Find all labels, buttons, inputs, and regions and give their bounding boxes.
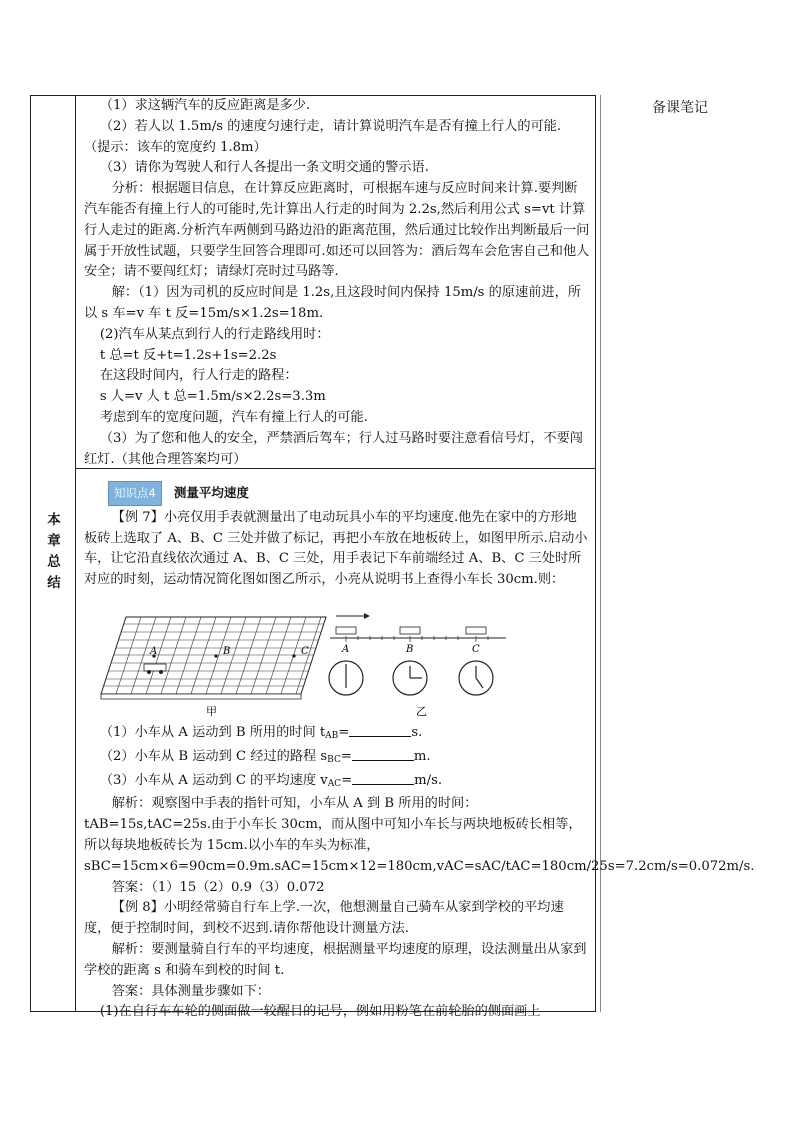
floor-tiles-figure bbox=[101, 617, 326, 699]
question-2: （2）若人以 1.5m/s 的速度匀速行走，请计算说明汽车是否有撞上行人的可能. bbox=[99, 118, 562, 134]
analysis-paragraph: 分析：根据题目信息，在计算反应距离时，可根据车速与反应时间来计算.要判断汽车能否有撞上行人的可能时,先计算出人行走的时间为 2.2s,然后利用公式 s=vt 计算行人走过的距离.分析汽车两侧到马路边沿的距离范围，然后通过比较作出判断最后一问属于开放性试题，只要学生回答合理即可.如还可以回答为：酒后驾车会危害自己和他人安全；请不要闯红灯；请绿灯亮时过马路等. bbox=[84, 181, 590, 280]
example-7-q2: （2）小车从 B 运动到 C 经过的路程 $s_{BC}= m$. bbox=[99, 748, 431, 765]
table-divider-vertical bbox=[75, 95, 76, 1012]
side-label-char: 结 bbox=[47, 575, 61, 591]
side-label-char: 本 bbox=[47, 512, 61, 528]
point-c-label: C bbox=[301, 646, 309, 657]
solution-2-conclusion: 考虑到车的宽度问题，汽车有撞上行人的可能. bbox=[99, 409, 368, 425]
example-7-intro: 【例 7】小亮仅用手表就测量出了电动玩具小车的平均速度.他先在家中的方形地板砖上选取了 A、B、C 三处并做了标记，再把小车放在地板砖上，如图甲所示.启动小车，让它沿直线依次通过 A、B、C 三处，用手表记下车前端经过 A、B、C 三处时所对应的时刻，运动情况简化图如图乙所示，小亮从说明书上查得小车长 30cm.则： bbox=[84, 509, 588, 588]
solution-3: （3）为了您和他人的安全，严禁酒后驾车；行人过马路时要注意看信号灯，不要闯红灯.（其他合理答案均可） bbox=[84, 430, 583, 467]
solution-2-text: 在这段时间内，行人行走的路程： bbox=[99, 368, 298, 384]
section-title: 测量平均速度 bbox=[173, 485, 249, 500]
example-8-analysis: 解析：要测量骑自行车的平均速度，根据测量平均速度的原理，设法测量出从家到学校的距离 s 和骑车到校的时间 t. bbox=[84, 941, 587, 978]
section-heading bbox=[84, 481, 590, 506]
example-7-q3: （3）小车从 A 运动到 C 的平均速度 $v_{AC}= m/s$. bbox=[99, 772, 443, 789]
example-8-answer: 答案：具体测量步骤如下： bbox=[111, 983, 270, 999]
question-1: （1）求这辆汽车的反应距离是多少. bbox=[99, 98, 311, 113]
side-label-char: 章 bbox=[47, 533, 61, 549]
chapter-summary-label bbox=[44, 510, 64, 594]
clock-c-icon bbox=[459, 661, 493, 695]
answer-blank-1[interactable] bbox=[349, 724, 411, 737]
example-8-intro: 【例 8】小明经常骑自行车上学.一次，他想测量自己骑车从家到学校的平均速度，便于控制时间，到校不迟到.请你帮他设计测量方法. bbox=[84, 900, 564, 937]
example-7-answer: 答案：（1）15（2）0.9（3）0.072 bbox=[111, 879, 325, 895]
answer-blank-3[interactable] bbox=[352, 772, 414, 785]
clock-b-icon bbox=[393, 661, 427, 695]
example-7-analysis: 解析：观察图中手表的指针可知，小车从 A 到 B 所用的时间：tAB=15s,tAC=25s.由于小车长 30cm，而从图中可知小车长与两块地板砖长相等，所以每块地板砖长为 15cm.以小车的车头为标准，sBC=15cm×6=90cm=0.9m.sAC=15cm×12=180cm,vAC=sAC/tAC=180cm/25s=7.2cm/s=0.072m/s. bbox=[84, 796, 755, 874]
knowledge-point-tag: 知识点4 bbox=[108, 481, 162, 506]
timeline-a-label: A bbox=[342, 644, 350, 655]
notes-header: 备课笔记 bbox=[652, 100, 708, 116]
lower-cell-text bbox=[84, 481, 590, 591]
clock-a-icon bbox=[329, 661, 363, 695]
point-b-label: B bbox=[223, 646, 231, 657]
timeline-b-label: B bbox=[406, 644, 414, 655]
question-3: （3）请你为驾驶人和行人各提出一条文明交通的警示语. bbox=[99, 160, 429, 176]
side-label-char: 总 bbox=[47, 554, 61, 570]
timeline-figure bbox=[329, 613, 506, 695]
example-7-questions bbox=[84, 723, 755, 1023]
solution-1: 解：（1）因为司机的反应时间是 1.2s,且这段时间内保持 15m/s 的原速前进，所以 s 车=v 车 t 反=15m/s×1.2s=18m. bbox=[84, 285, 581, 321]
answer-blank-2[interactable] bbox=[352, 748, 414, 761]
solution-2-distance: s 人=v 人 t 总=1.5m/s×2.2s=3.3m bbox=[99, 389, 326, 405]
motion-figure bbox=[96, 612, 506, 720]
point-a-label: A bbox=[150, 646, 158, 657]
figure-yi-label: 乙 bbox=[416, 705, 427, 718]
solution-2: (2)汽车从某点到行人的行走路线用时： bbox=[99, 326, 330, 342]
notes-column-border bbox=[600, 95, 601, 1012]
figure-jia-label: 甲 bbox=[206, 705, 217, 718]
solution-2-formula: t 总=t 反+t=1.2s+1s=2.2s bbox=[99, 347, 277, 363]
example-8-step-1: (1)在自行车车轮的侧面做一较醒目的记号，例如用粉笔在前轮胎的侧面画上 bbox=[99, 1004, 541, 1020]
example-7-q1: （1）小车从 A 运动到 B 所用的时间 $t_{AB}= s$. bbox=[99, 725, 423, 741]
question-2-hint: （提示：该车的宽度约 1.8m） bbox=[84, 139, 267, 155]
toy-car-icon bbox=[144, 664, 166, 674]
upper-cell-text bbox=[84, 96, 590, 470]
timeline-c-label: C bbox=[472, 644, 480, 655]
